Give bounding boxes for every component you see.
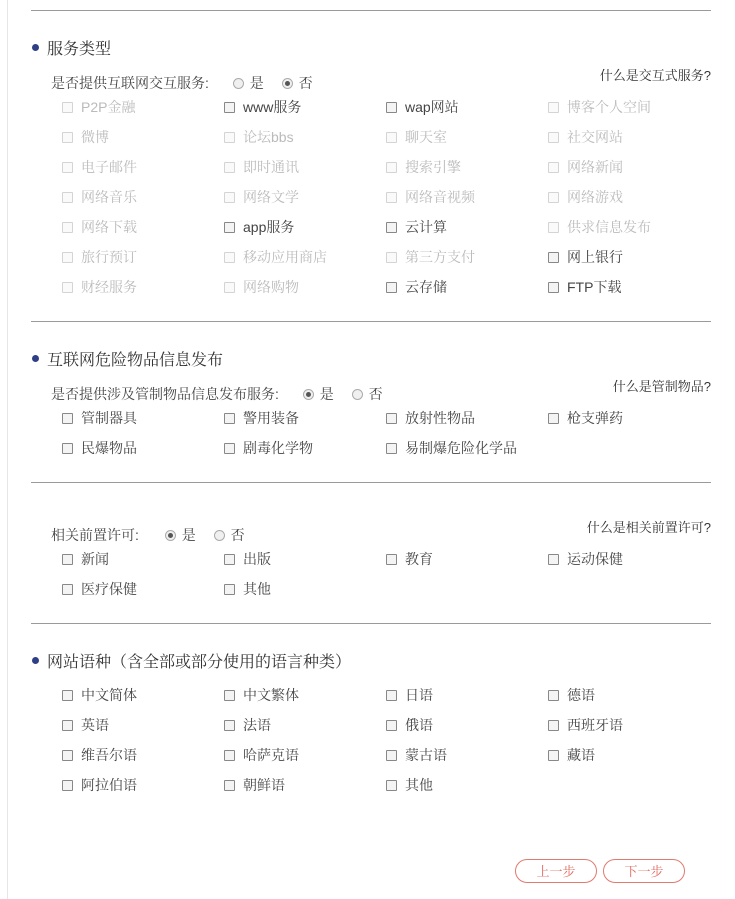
service-option: [386, 187, 475, 207]
option-label: FTP下载: [567, 279, 622, 295]
divider: [31, 482, 711, 483]
permit-question-label: 相关前置许可:: [51, 527, 139, 543]
option-label: 西班牙语: [567, 717, 623, 733]
checkbox-icon: [62, 162, 73, 173]
section-title-language: 网站语种（含全部或部分使用的语言种类）: [32, 649, 351, 672]
option-label: 网络音乐: [81, 189, 137, 205]
checkbox-icon[interactable]: [224, 443, 235, 454]
checkbox-icon: [548, 132, 559, 143]
option-label: 教育: [405, 551, 433, 567]
checkbox-icon: [224, 192, 235, 203]
option-label: 云存储: [405, 279, 447, 295]
language-option[interactable]: [548, 715, 623, 735]
option-label: 网络游戏: [567, 189, 623, 205]
option-label: 新闻: [81, 551, 109, 567]
section-title-service: 服务类型: [32, 36, 111, 59]
checkbox-icon[interactable]: [386, 750, 397, 761]
checkbox-icon[interactable]: [548, 554, 559, 565]
option-label: 移动应用商店: [243, 249, 327, 265]
checkbox-icon[interactable]: [224, 413, 235, 424]
option-label: 蒙古语: [405, 747, 447, 763]
option-label: 网络音视频: [405, 189, 475, 205]
checkbox-icon: [386, 162, 397, 173]
service-option[interactable]: [386, 97, 459, 117]
option-label: 阿拉伯语: [81, 777, 137, 793]
checkbox-icon[interactable]: [62, 720, 73, 731]
permit-option[interactable]: [62, 579, 137, 599]
option-label: 网络购物: [243, 279, 299, 295]
option-label: 中文繁体: [243, 687, 299, 703]
permit-radio-no[interactable]: 否: [214, 525, 245, 545]
checkbox-icon[interactable]: [386, 282, 397, 293]
next-step-button[interactable]: 下一步: [603, 859, 685, 883]
option-label: 旅行预订: [81, 249, 137, 265]
option-label: 哈萨克语: [243, 747, 299, 763]
dangerous-option[interactable]: [224, 438, 313, 458]
checkbox-icon[interactable]: [62, 584, 73, 595]
checkbox-icon: [224, 252, 235, 263]
service-option: [224, 187, 299, 207]
bullet-icon: [32, 355, 39, 362]
checkbox-icon: [62, 252, 73, 263]
option-label: 出版: [243, 551, 271, 567]
option-label: 其他: [243, 581, 271, 597]
permit-option[interactable]: [62, 549, 109, 569]
checkbox-icon: [62, 192, 73, 203]
service-radio-yes[interactable]: 是: [233, 73, 264, 93]
service-option[interactable]: [548, 277, 621, 297]
checkbox-icon: [62, 102, 73, 113]
checkbox-icon: [224, 282, 235, 293]
service-option: [62, 187, 137, 207]
service-option: [62, 157, 137, 177]
bullet-icon: [32, 657, 39, 664]
checkbox-icon: [386, 192, 397, 203]
option-label: 微博: [81, 129, 109, 145]
prev-step-button[interactable]: 上一步: [515, 859, 597, 883]
option-label: 英语: [81, 717, 109, 733]
language-option[interactable]: [386, 745, 447, 765]
language-option[interactable]: [62, 715, 109, 735]
checkbox-icon[interactable]: [386, 443, 397, 454]
permit-option[interactable]: [224, 549, 271, 569]
checkbox-icon[interactable]: [386, 780, 397, 791]
checkbox-icon[interactable]: [224, 750, 235, 761]
option-label: wap网站: [405, 99, 459, 115]
option-label: 网络新闻: [567, 159, 623, 175]
checkbox-icon: [548, 102, 559, 113]
checkbox-icon[interactable]: [386, 413, 397, 424]
radio-checked-icon: [303, 389, 314, 400]
radio-icon: [352, 389, 363, 400]
dangerous-option[interactable]: [62, 438, 137, 458]
service-question-row: [51, 73, 313, 93]
option-label: 网上银行: [567, 249, 623, 265]
option-label: 俄语: [405, 717, 433, 733]
checkbox-icon: [386, 132, 397, 143]
option-label: 管制器具: [81, 410, 137, 426]
service-option: [386, 157, 461, 177]
service-option: [62, 217, 137, 237]
option-label: 论坛bbs: [243, 129, 294, 145]
checkbox-icon[interactable]: [548, 413, 559, 424]
service-question-label: 是否提供互联网交互服务:: [51, 75, 209, 91]
option-label: 电子邮件: [81, 159, 137, 175]
service-option: [548, 97, 651, 117]
option-label: 德语: [567, 687, 595, 703]
option-label: 聊天室: [405, 129, 447, 145]
service-option: [224, 127, 294, 147]
service-option: [62, 277, 137, 297]
checkbox-icon[interactable]: [386, 554, 397, 565]
option-label: app服务: [243, 219, 295, 235]
dangerous-radio-yes[interactable]: 是: [303, 384, 334, 404]
service-option: [548, 217, 651, 237]
language-option[interactable]: [224, 715, 271, 735]
dangerous-help-link[interactable]: 什么是管制物品?: [612, 379, 711, 394]
checkbox-icon[interactable]: [224, 690, 235, 701]
checkbox-icon: [224, 132, 235, 143]
language-option[interactable]: [386, 775, 433, 795]
checkbox-icon[interactable]: [548, 252, 559, 263]
service-option[interactable]: [548, 247, 623, 267]
radio-icon: [214, 530, 225, 541]
option-label: 云计算: [405, 219, 447, 235]
option-label: 中文简体: [81, 687, 137, 703]
option-label: www服务: [243, 99, 302, 115]
option-label: 维吾尔语: [81, 747, 137, 763]
service-option[interactable]: [386, 217, 447, 237]
service-radio-no[interactable]: 否: [282, 73, 313, 93]
checkbox-icon[interactable]: [386, 720, 397, 731]
service-option: [62, 247, 137, 267]
radio-checked-icon: [282, 78, 293, 89]
permit-option[interactable]: [224, 579, 271, 599]
dangerous-option[interactable]: [386, 408, 475, 428]
checkbox-icon[interactable]: [62, 750, 73, 761]
permit-option[interactable]: [386, 549, 433, 569]
service-option: [548, 187, 623, 207]
option-label: P2P金融: [81, 99, 136, 115]
checkbox-icon[interactable]: [62, 780, 73, 791]
left-border: [7, 0, 8, 899]
checkbox-icon[interactable]: [548, 690, 559, 701]
language-option[interactable]: [62, 685, 137, 705]
checkbox-icon[interactable]: [386, 690, 397, 701]
dangerous-option[interactable]: [224, 408, 299, 428]
dangerous-question-row: [51, 384, 383, 404]
service-option: [386, 247, 475, 267]
option-label: 社交网站: [567, 129, 623, 145]
checkbox-icon: [224, 162, 235, 173]
service-option: [386, 127, 447, 147]
dangerous-option[interactable]: [548, 408, 623, 428]
service-option: [224, 247, 327, 267]
checkbox-icon[interactable]: [224, 720, 235, 731]
option-label: 朝鲜语: [243, 777, 285, 793]
service-option: [548, 127, 623, 147]
language-option[interactable]: [62, 745, 137, 765]
option-label: 即时通讯: [243, 159, 299, 175]
bullet-icon: [32, 44, 39, 51]
service-option[interactable]: [224, 217, 294, 237]
checkbox-icon[interactable]: [224, 222, 235, 233]
option-label: 枪支弹药: [567, 410, 623, 426]
language-option[interactable]: [224, 745, 299, 765]
option-label: 法语: [243, 717, 271, 733]
checkbox-icon[interactable]: [62, 443, 73, 454]
option-label: 民爆物品: [81, 440, 137, 456]
language-option[interactable]: [62, 775, 137, 795]
checkbox-icon[interactable]: [224, 584, 235, 595]
language-option[interactable]: [224, 685, 299, 705]
checkbox-icon[interactable]: [386, 102, 397, 113]
option-label: 网络下载: [81, 219, 137, 235]
checkbox-icon: [62, 222, 73, 233]
checkbox-icon[interactable]: [386, 222, 397, 233]
divider: [31, 321, 711, 322]
service-option: [62, 127, 109, 147]
option-label: 供求信息发布: [567, 219, 651, 235]
option-label: 警用装备: [243, 410, 299, 426]
checkbox-icon[interactable]: [62, 690, 73, 701]
section-title-dangerous: 互联网危险物品信息发布: [32, 347, 223, 370]
checkbox-icon: [386, 252, 397, 263]
dangerous-option[interactable]: [62, 408, 137, 428]
option-label: 运动保健: [567, 551, 623, 567]
option-label: 藏语: [567, 747, 595, 763]
checkbox-icon[interactable]: [224, 554, 235, 565]
checkbox-icon[interactable]: [224, 102, 235, 113]
permit-help-link[interactable]: 什么是相关前置许可?: [586, 520, 711, 535]
radio-checked-icon: [165, 530, 176, 541]
option-label: 剧毒化学物: [243, 440, 313, 456]
dangerous-option[interactable]: [386, 438, 517, 458]
language-option[interactable]: [224, 775, 285, 795]
checkbox-icon[interactable]: [62, 413, 73, 424]
option-label: 第三方支付: [405, 249, 475, 265]
option-label: 易制爆危险化学品: [405, 440, 517, 456]
dangerous-radio-no[interactable]: 否: [352, 384, 383, 404]
language-option[interactable]: [548, 745, 595, 765]
checkbox-icon: [62, 132, 73, 143]
service-option: [548, 157, 623, 177]
checkbox-icon: [548, 222, 559, 233]
checkbox-icon[interactable]: [224, 780, 235, 791]
option-label: 搜索引擎: [405, 159, 461, 175]
service-option[interactable]: [224, 97, 301, 117]
option-label: 财经服务: [81, 279, 137, 295]
dangerous-question-label: 是否提供涉及管制物品信息发布服务:: [51, 386, 279, 402]
checkbox-icon[interactable]: [62, 554, 73, 565]
checkbox-icon[interactable]: [548, 750, 559, 761]
divider: [31, 10, 711, 11]
option-label: 其他: [405, 777, 433, 793]
checkbox-icon: [62, 282, 73, 293]
option-label: 放射性物品: [405, 410, 475, 426]
option-label: 博客个人空间: [567, 99, 651, 115]
service-option: [224, 277, 299, 297]
service-option: [62, 97, 135, 117]
service-option: [224, 157, 299, 177]
permit-option[interactable]: [548, 549, 623, 569]
service-help-link[interactable]: 什么是交互式服务?: [599, 68, 711, 83]
permit-radio-yes[interactable]: 是: [165, 525, 196, 545]
service-option[interactable]: [386, 277, 447, 297]
option-label: 日语: [405, 687, 433, 703]
language-option[interactable]: [386, 715, 433, 735]
language-option[interactable]: [386, 685, 433, 705]
permit-question-row: [51, 525, 245, 545]
checkbox-icon[interactable]: [548, 720, 559, 731]
option-label: 网络文学: [243, 189, 299, 205]
option-label: 医疗保健: [81, 581, 137, 597]
radio-icon: [233, 78, 244, 89]
checkbox-icon: [548, 192, 559, 203]
checkbox-icon: [548, 162, 559, 173]
language-option[interactable]: [548, 685, 595, 705]
checkbox-icon[interactable]: [548, 282, 559, 293]
divider: [31, 623, 711, 624]
